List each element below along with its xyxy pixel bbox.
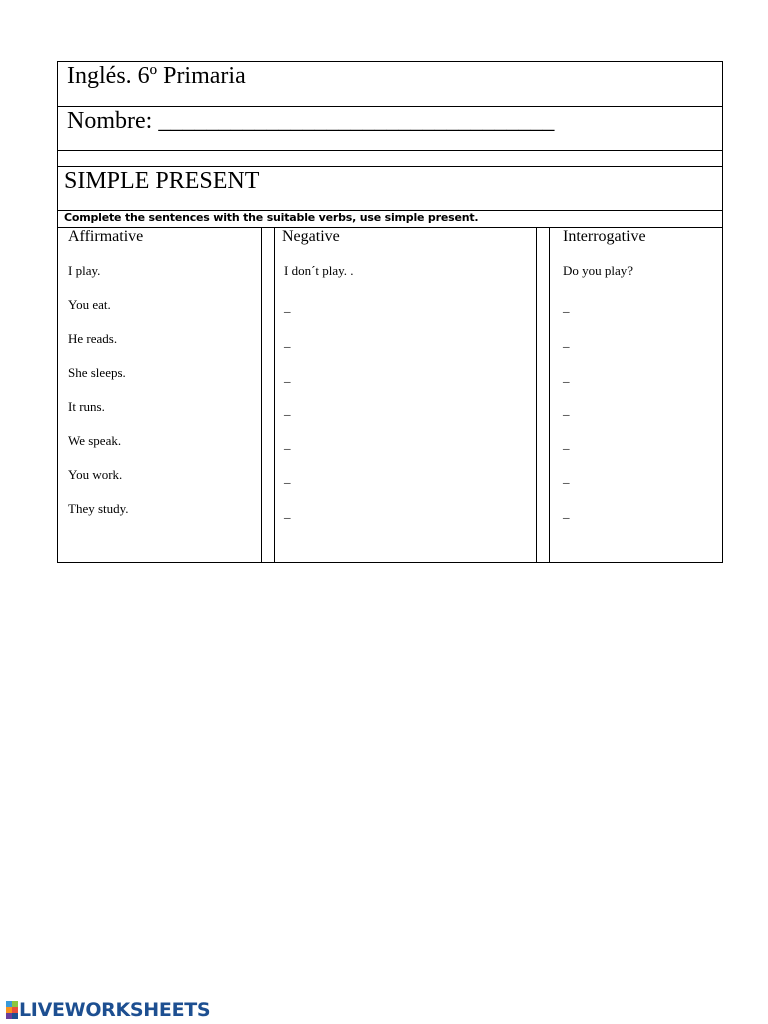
- affirmative-sentence: I play.: [68, 263, 101, 278]
- divider: [58, 106, 722, 107]
- logo-square: [12, 1013, 18, 1019]
- negative-answer-blank[interactable]: _: [284, 470, 291, 485]
- negative-answer: I don´t play. .: [284, 263, 354, 278]
- column-heading-negative: Negative: [282, 228, 340, 245]
- column-divider: [261, 228, 262, 562]
- subject-title: Inglés. 6º Primaria: [67, 63, 246, 89]
- affirmative-sentence: She sleeps.: [68, 365, 126, 380]
- affirmative-sentence: They study.: [68, 501, 129, 516]
- interrogative-answer-blank[interactable]: _: [563, 505, 570, 520]
- affirmative-sentence: It runs.: [68, 399, 105, 414]
- affirmative-sentence: You work.: [68, 467, 123, 482]
- logo-brand-text: LIVEWORKSHEETS: [19, 999, 211, 1021]
- column-heading-affirmative: Affirmative: [68, 228, 144, 245]
- column-divider: [549, 228, 550, 562]
- affirmative-sentence: He reads.: [68, 331, 118, 346]
- worksheet-frame: [57, 61, 723, 563]
- interrogative-answer-blank[interactable]: _: [563, 369, 570, 384]
- affirmative-sentence: We speak.: [68, 433, 122, 448]
- negative-answer-blank[interactable]: _: [284, 299, 291, 314]
- negative-answer-blank[interactable]: _: [284, 334, 291, 349]
- name-field[interactable]: Nombre: _________________________________: [67, 108, 555, 134]
- topic-title: SIMPLE PRESENT: [64, 168, 260, 194]
- column-heading-interrogative: Interrogative: [563, 228, 646, 245]
- interrogative-answer-blank[interactable]: _: [563, 470, 570, 485]
- interrogative-answer-blank[interactable]: _: [563, 334, 570, 349]
- interrogative-answer-blank[interactable]: _: [563, 436, 570, 451]
- negative-answer-blank[interactable]: _: [284, 402, 291, 417]
- divider: [58, 166, 722, 167]
- negative-answer-blank[interactable]: _: [284, 505, 291, 520]
- column-divider: [274, 228, 275, 562]
- column-divider: [536, 228, 537, 562]
- negative-answer-blank[interactable]: _: [284, 369, 291, 384]
- interrogative-answer: Do you play?: [563, 263, 634, 278]
- interrogative-answer-blank[interactable]: _: [563, 402, 570, 417]
- affirmative-sentence: You eat.: [68, 297, 111, 312]
- liveworksheets-logo: [6, 1000, 210, 1020]
- negative-answer-blank[interactable]: _: [284, 436, 291, 451]
- divider: [58, 150, 722, 151]
- interrogative-answer-blank[interactable]: _: [563, 299, 570, 314]
- instructions: Complete the sentences with the suitable verbs, use simple present.: [64, 211, 479, 224]
- logo-mark-icon: [6, 1001, 18, 1019]
